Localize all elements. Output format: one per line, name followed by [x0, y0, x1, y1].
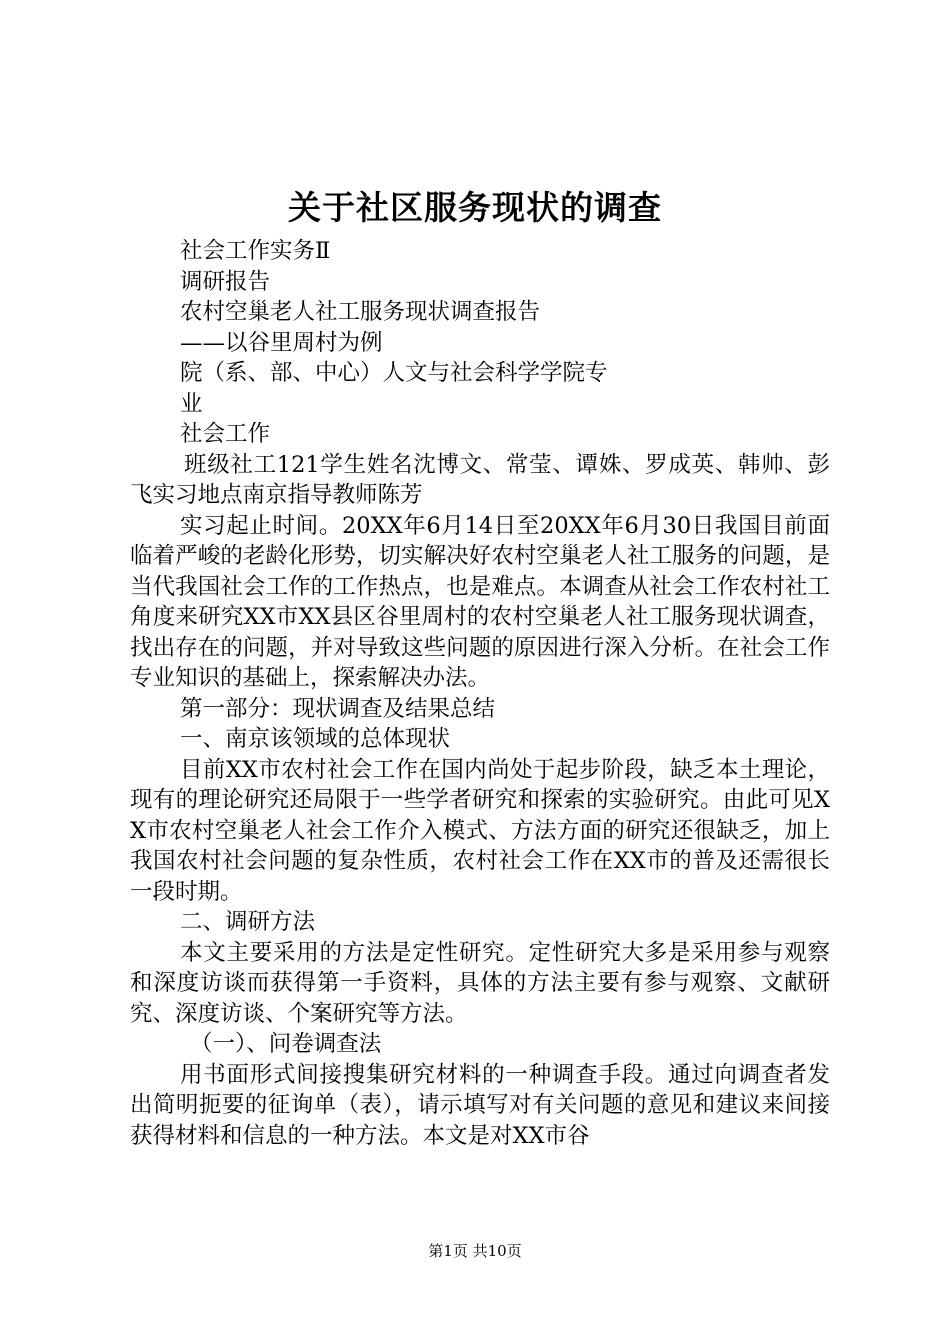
paragraph-department: 院（系、部、中心）人文与社会科学学院专 [180, 360, 608, 386]
paragraph-report-title: 农村空巢老人社工服务现状调查报告 [180, 299, 541, 325]
paragraph-class-info: 班级社工121学生姓名沈博文、常莹、谭姝、罗成英、韩帅、彭飞实习地点南京指导教师陈芳 [130, 451, 830, 508]
page-footer: 第1页 共10页 [428, 1242, 522, 1260]
paragraph-subsection-body: 用书面形式间接搜集研究材料的一种调查手段。通过向调查者发出简明扼要的征询单（表），请示填写对有关问题的意见和建议来间接获得材料和信息的一种方法。本文是对XX市谷 [130, 1061, 830, 1149]
paragraph-section-two-body: 本文主要采用的方法是定性研究。定性研究大多是采用参与观察和深度访谈而获得第一手资料，具体的方法主要有参与观察、文献研究、深度访谈、个案研究等方法。 [130, 939, 830, 1027]
document-title: 关于社区服务现状的调查 [288, 188, 662, 227]
paragraph-major: 社会工作 [180, 421, 271, 447]
paragraph-report-subtitle: ——以谷里周村为例 [180, 329, 383, 356]
paragraph-section-two-heading: 二、调研方法 [180, 909, 316, 935]
paragraph-major-label: 业 [180, 390, 203, 417]
paragraph-section-one-body: 目前XX市农村社会工作在国内尚处于起步阶段，缺乏本土理论，现有的理论研究还局限于一些学者研究和探索的实验研究。由此可见XX市农村空巢老人社会工作介入模式、方法方面的研究还很缺乏，加上我国农村社会问题的复杂性质，农村社会工作在XX市的普及还需很长一段时期。 [130, 756, 830, 905]
paragraph-report-type: 调研报告 [180, 268, 271, 295]
document-body [130, 236, 830, 1151]
paragraph-abstract: 实习起止时间。20XX年6月14日至20XX年6月30日我国目前面临着严峻的老龄化形势，切实解决好农村空巢老人社工服务的问题，是当代我国社会工作的工作热点，也是难点。本调查从社会工作农村社工角度来研究XX市XX县区谷里周村的农村空巢老人社工服务现状调查，找出存在的问题，并对导致这些问题的原因进行深入分析。在社会工作专业知识的基础上，探索解决办法。 [130, 512, 830, 691]
paragraph-subsection-heading: （一）、问卷调查法 [190, 1031, 382, 1057]
paragraph-course-name: 社会工作实务Ⅱ [180, 238, 331, 264]
paragraph-part-one-heading: 第一部分：现状调查及结果总结 [180, 695, 496, 722]
paragraph-section-one-heading: 一、南京该领域的总体现状 [180, 726, 451, 752]
